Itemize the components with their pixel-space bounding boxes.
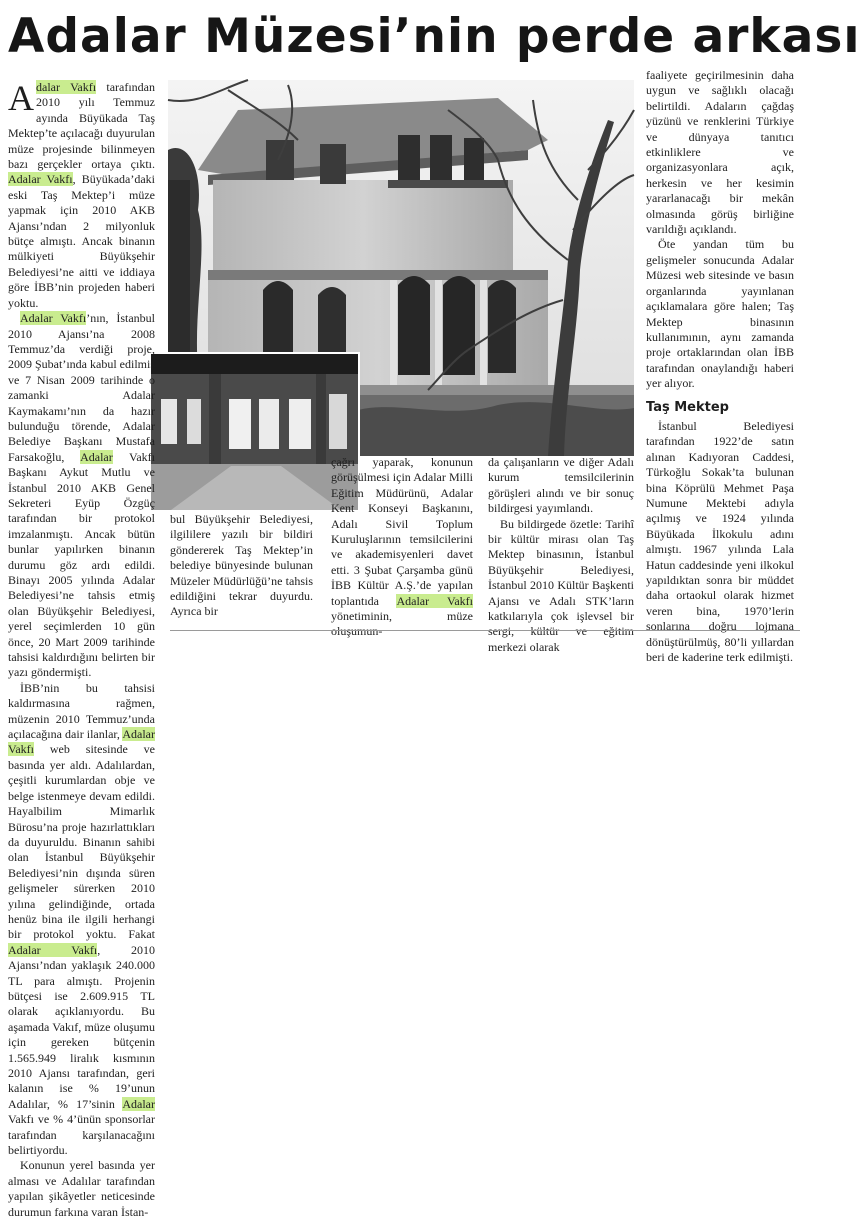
column-1 <box>8 78 155 1219</box>
column-3 <box>331 455 473 640</box>
text-run: ’nın, İstanbul 2010 Ajansı’na 2008 Temmuz’da verdiği proje, 2009 Şubat’ında kabul edilmiş ve 7 Nisan 2009 tarihinde o zamanki Adalar Kaymakamı’nın da hazır bulunduğu törende, Adalar Belediye Başkanı Mustafa Farsakoğlu, <box>8 311 155 464</box>
highlight-adalar-vakfi: Adalar Vakfı <box>8 172 73 187</box>
text-run: , 2010 Ajansı’ndan yaklaşık 240.000 TL para almıştı. Projenin bütçesi ise 2.609.915 TL olarak açıklanıyordu. Bu aşamada Vakıf, müze oluşumu için gereken bütçenin 1.565.949 liralık kısmının 2010 Ajansı tarafından, geri kalanın ise % 19’unun Adalılar, % 17’sinin <box>8 942 155 1111</box>
drop-cap: A <box>8 78 34 118</box>
highlight-adalar: Adalar <box>122 1096 155 1111</box>
text-run: , Büyükada’daki eski Taş Mektep’i müze yapmak için 2010 AKB Ajansı’ndan 2 milyonluk bütçe almıştı. Ancak binanın mülkiyeti Büyükşehir Belediyesi’ne aitti ve iddiaya göre İBB’nin projeden haberi yoktu. <box>8 172 155 310</box>
paragraph: İstanbul Belediyesi tarafından 1922’de satın alınan Kadıyoran Caddesi, Türkoğlu Sokak’ta bulunan bina Köprülü Mehmet Paşa Numune Mektebi adıyla açılmış ve 1924 yılında Büyükada İlkokulu adını almıştı. 1967 yılında Lala Hatun caddesinde yeni ilkokul yapıldıktan sonra bir müddet daha ortaokul olarak hizmet veren bina, 1970’lerin sonlarına doğru lojmana dönüştürülmüş, 80’li yıllardan beri de kaderine terk edilmişti. <box>646 418 794 665</box>
text-run: tarafından 2010 yılı Temmuz ayında Büyükada Taş Mektep’te açılacağı duyurulan müze projesinde bilinmeyen bazı gerçekler ortaya çıktı. <box>8 80 155 172</box>
highlight-adalar-vakfi: Adalar Vakfı <box>20 311 87 326</box>
interior-photo <box>149 352 360 512</box>
paragraph <box>8 80 155 311</box>
paragraph <box>331 455 473 640</box>
column-4 <box>488 455 634 655</box>
text-run: Vakfı Başkanı Aykut Mutlu ve İstanbul 2010 AKB Genel Sekreteri Eyüp Özgüç tarafından bir protokol imzalanmıştı. Ancak bütün bunlar yapılırken binanın durumu göz ardı edildi. Binayı 2005 yılında Adalar Belediyesi’ne tahsis etmiş olan Büyükşehir Belediyesi, yerel seçimlerden 10 gün önce, 20 Mart 2009 tarihinde tahsisi kaldırdığını belirten bir yazı göndermişti. <box>8 449 155 680</box>
paragraph: Konunun yerel basında yer alması ve Adalılar tarafından yapılan şikâyetler neticesinde durumun farkına varan İstan- <box>8 1158 155 1219</box>
divider-rule <box>170 630 800 631</box>
text-run: Vakfı ve % 4’ünün sponsorlar tarafından karşılanacağını belirtiyordu. <box>8 1112 155 1158</box>
highlight-adalar: Adalar <box>80 449 113 464</box>
paragraph: Bu bildirgede özetle: Tarihî bir kültür mirası olan Taş Mektep binasının, İstanbul Büyükşehir Belediyesi, İstanbul 2010 Kültür Başkenti Ajansı ve Adalı STK’ların katkılarıyla çok işlevsel bir sergi, kültür ve eğitim merkezi olarak <box>488 516 634 654</box>
paragraph: da çalışanların ve diğer Adalı kurum temsilcilerinin görüşleri alındı ve bir sonuç bildirgesi yayımlandı. <box>488 455 634 516</box>
paragraph <box>8 681 155 1159</box>
paragraph: Öte yandan tüm bu gelişmeler sonucunda Adalar Müzesi web sitesinde ve basın organlarında yayınlanan açıklamalara göre halen; Taş Mektep binasının kullanımının, aynı zamanda proje ortaklarından olan İBB tarafından onaylandığı haberi yer alıyor. <box>646 237 794 391</box>
headline: Adalar Müzesi’nin perde arkası <box>8 9 860 64</box>
text-run: yönetiminin, müze oluşumun- <box>331 609 473 639</box>
text-run: web sitesinde ve basında yer aldı. Adalılardan, çeşitli kurumlardan obje ve belge istenmeye devam edildi. Hayalbilim Mimarlık Bürosu’na proje hazırlattıkları da duyuruldu. Binanın sahibi olan İstanbul Büyükşehir Belediyesi’nin dışında süren gelişmeler sürerken 2010 yılına gelindiğinde, ortada henüz bina ile ilgili herhangi bir protokol yoktu. Fakat <box>8 742 155 942</box>
column-5 <box>646 68 794 665</box>
highlight-adalar-vakfi: Adalar Vakfı <box>8 727 155 757</box>
highlight-adalar-vakfi: Adalar Vakfı <box>396 593 473 608</box>
text-run: çağrı yaparak, konunun görüşülmesi için Adalar Milli Eğitim Müdürünü, Adalar Kent Konseyi Başkanını, Adalı Sivil Toplum Kuruluşlarının temsilcilerini ve akademisyenleri davet etti. 3 Şubat Çarşamba günü İBB Kültür A.Ş.’de yapılan toplantıda <box>331 455 473 608</box>
text-run: İBB’nin bu tahsisi kaldırmasına rağmen, müzenin 2010 Temmuz’unda açılacağına dair ilanlar, <box>8 680 155 742</box>
paragraph: bul Büyükşehir Belediyesi, ilgililere yazılı bir bildiri göndererek Taş Mektep’in belediye bünyesinde bulunan Müzeler Müdürlüğü’ne tahsis edildiğini tekrar duyurdu. Ayrıca bir <box>170 512 313 619</box>
highlight-adalar-vakfi: Adalar Vakfı <box>8 942 98 957</box>
subheading: Taş Mektep <box>646 399 729 415</box>
paragraph <box>8 311 155 681</box>
paragraph: faaliyete geçirilmesinin daha uygun ve sağlıklı olacağı belirtildi. Adaların çağdaş yüzünü ve renklerini Türkiye ve dünyaya tanıtıcı etkinliklere ve organizasyonlara açık, herkesin ve her kesimin yararlanacağı bir mekân olmasında görüş birliğine varıldığı açıklandı. <box>646 68 794 237</box>
highlight-adalar-vakfi: dalar Vakfı <box>36 80 97 94</box>
column-2 <box>170 512 313 620</box>
